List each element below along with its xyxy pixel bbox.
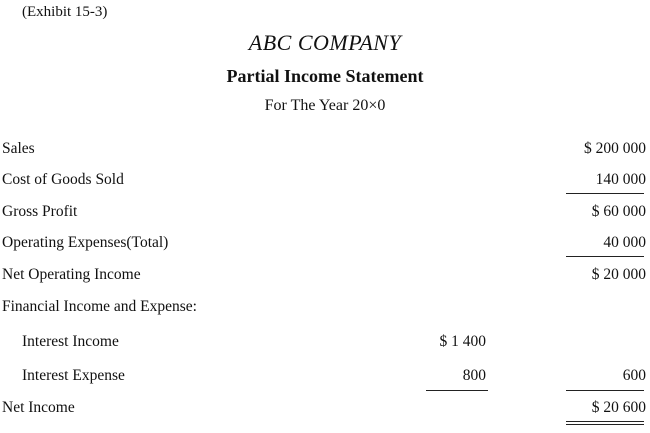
- row-net-operating-income: [0, 266, 650, 290]
- row-label: Cost of Goods Sold: [2, 171, 124, 188]
- row-amount: 600: [622, 367, 646, 384]
- underline-financial-net: [566, 390, 644, 391]
- row-label: Sales: [2, 140, 35, 157]
- row-interest-income: [0, 333, 650, 357]
- row-label: Gross Profit: [2, 203, 78, 220]
- statement-period: For The Year 20×0: [264, 97, 386, 114]
- row-interest-expense: [0, 367, 650, 391]
- statement-title: Partial Income Statement: [226, 66, 424, 86]
- row-amount: $ 20 000: [591, 266, 646, 283]
- row-cost-of-goods-sold: [0, 171, 650, 195]
- row-net-income: [0, 399, 650, 423]
- double-underline-net-income-2: [566, 424, 644, 425]
- row-label: Interest Expense: [22, 367, 125, 384]
- row-label: Interest Income: [22, 333, 119, 350]
- row-amount: $ 200 000: [584, 140, 646, 157]
- row-amount: 140 000: [595, 171, 646, 188]
- company-name: ABC COMPANY: [248, 30, 402, 55]
- row-mid-amount: $ 1 400: [439, 333, 486, 350]
- row-operating-expenses: [0, 234, 650, 258]
- underline-cost-of-goods-sold: [566, 193, 644, 194]
- row-amount: $ 20 600: [591, 399, 646, 416]
- row-label: Net Income: [2, 399, 75, 416]
- row-gross-profit: [0, 203, 650, 227]
- row-label: Net Operating Income: [2, 266, 141, 283]
- row-sales: [0, 140, 650, 164]
- row-amount: $ 60 000: [591, 203, 646, 220]
- exhibit-label: (Exhibit 15-3): [22, 4, 108, 20]
- underline-operating-expenses: [566, 256, 644, 257]
- row-mid-amount: 800: [462, 367, 486, 384]
- row-amount: 40 000: [603, 234, 646, 251]
- row-financial-header: [0, 298, 650, 322]
- underline-interest-expense: [426, 390, 488, 391]
- row-label: Financial Income and Expense:: [2, 298, 197, 315]
- double-underline-net-income-1: [566, 421, 644, 422]
- row-label: Operating Expenses(Total): [2, 234, 169, 251]
